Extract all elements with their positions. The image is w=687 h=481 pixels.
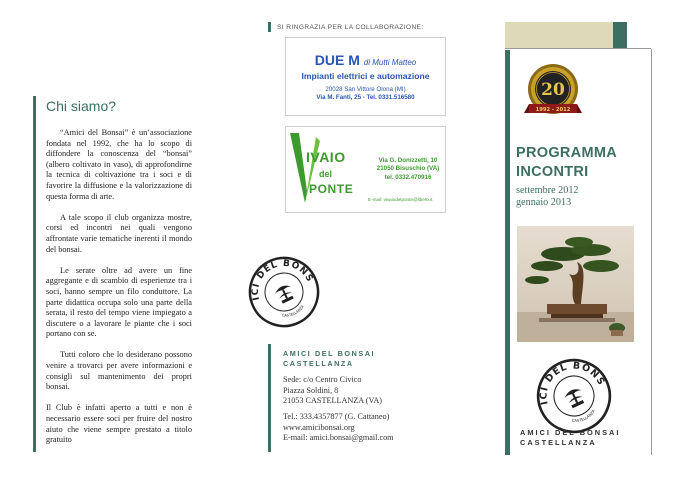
cover-association-city: CASTELLANZA — [520, 438, 597, 447]
program-dates — [516, 185, 579, 209]
logo-subtext: CASTELLANZA — [571, 408, 596, 423]
association-heading — [283, 349, 375, 369]
contact-block — [283, 412, 394, 444]
left-accent-bar — [33, 96, 36, 452]
vivaio-email: E-mail: vivaiodelponte@libero.it — [368, 197, 433, 202]
vivaio-address-line: 21050 Bisuschio (VA) — [376, 165, 440, 173]
vivaio-name-b: del — [319, 169, 333, 179]
middle-accent-bar — [268, 344, 271, 452]
sponsor-owner: di Mutti Matteo — [363, 58, 417, 67]
cover-top-band — [505, 22, 613, 48]
badge-number: 20 — [541, 80, 565, 100]
cover-top-square — [613, 22, 627, 48]
about-paragraph: “Amici del Bonsai” è un’associazione fondata nel 1992, che ha lo scopo di diffondere la conoscenza del “bonsai” (albero coltivato in vaso), di approfondirne la tecnica di coltivazione tra i soci e di favorire la diffusione e la valorizzazione di questa forma di arte. — [46, 128, 192, 201]
cover-accent-bar — [505, 50, 510, 455]
club-logo-icon — [534, 356, 614, 436]
program-title-line: PROGRAMMA — [516, 145, 617, 161]
bonsai-photo — [517, 226, 634, 342]
cover-association — [520, 428, 620, 448]
vivaio-name-c: PONTE — [309, 182, 354, 196]
club-logo-icon — [246, 254, 322, 330]
sponsor-contact: Via M. Fanti, 25 - Tel. 0331.516580 — [316, 94, 415, 101]
phone-line: Tel.: 333.4357877 (G. Cattaneo) — [283, 412, 390, 421]
address-line: Piazza Soldini, 8 — [283, 385, 339, 395]
address-line: 21053 CASTELLANZA (VA) — [283, 396, 383, 406]
logo-subtext: CASTELLANZA — [281, 304, 305, 318]
cover-top-line — [505, 48, 651, 49]
about-paragraph: Le serate oltre ad avere un fine aggregante e di scambio di esperienze tra i soci, hanno sempre un filo conduttore. La parte didattica occupa solo una parte della serata, il resto del tempo viene impiegato a discutere o a lavorare le piante che i soci portano con se. — [46, 265, 192, 339]
program-date-line: gennaio 2013 — [516, 197, 572, 208]
about-paragraph: Tutti coloro che lo desiderano possono venire a trovarci per avere informazioni e consigli sul mantenimento dei propri bonsai. — [46, 350, 192, 392]
program-title-line: INCONTRI — [516, 164, 589, 180]
sponsor-vivaio-card — [285, 126, 446, 213]
vivaio-address — [372, 157, 444, 182]
anniversary-badge-icon — [524, 62, 582, 120]
program-date-line: settembre 2012 — [516, 185, 579, 196]
logo-text: AMICI DEL BONSAI — [250, 258, 315, 302]
address-line: Sede: c/o Centro Civico — [283, 375, 362, 384]
association-city: CASTELLANZA — [283, 359, 354, 368]
cover-right-line — [651, 49, 652, 455]
sponsor-subtitle: Impianti elettrici e automazione — [301, 71, 430, 81]
website-link[interactable]: www.amicibonsai.org — [283, 422, 355, 432]
email-link[interactable]: E-mail: amici.bonsai@gmail.com — [283, 433, 394, 443]
program-title — [516, 144, 617, 182]
vivaio-name-a: IVAIO — [306, 149, 346, 165]
logo-text: AMICI DEL BONSAI — [538, 360, 607, 406]
badge-years: 1992 - 2012 — [535, 107, 571, 113]
about-paragraph: A tale scopo il club organizza mostre, corsi ed incontri nei quali vengono affrontate varie tematiche inerenti il mondo del bonsai. — [46, 212, 192, 254]
association-name: AMICI DEL BONSAI — [283, 349, 376, 358]
about-paragraph: Il Club è infatti aperto a tutti e non è necessario essere soci per fruire del nostro aiuto che viene sempre prestato a titolo gratuito — [46, 403, 192, 445]
cover-association-name: AMICI DEL BONSAI — [520, 428, 621, 437]
address-block — [283, 375, 382, 407]
sponsor-due-m-card — [285, 37, 446, 116]
top-accent-bar — [268, 22, 271, 32]
about-text — [46, 128, 192, 446]
sponsor-address: 20028 San Vittore Olona (MI) — [325, 86, 406, 93]
vivaio-tel: tel. 0332.470916 — [384, 173, 432, 181]
sponsor-name-main: DUE M — [314, 52, 360, 68]
sponsor-name — [286, 52, 445, 68]
section-title: Chi siamo? — [46, 98, 117, 114]
thanks-heading: SI RINGRAZIA PER LA COLLABORAZIONE: — [277, 24, 424, 31]
vivaio-address-line: Via G. Donizzetti, 10 — [378, 157, 438, 164]
